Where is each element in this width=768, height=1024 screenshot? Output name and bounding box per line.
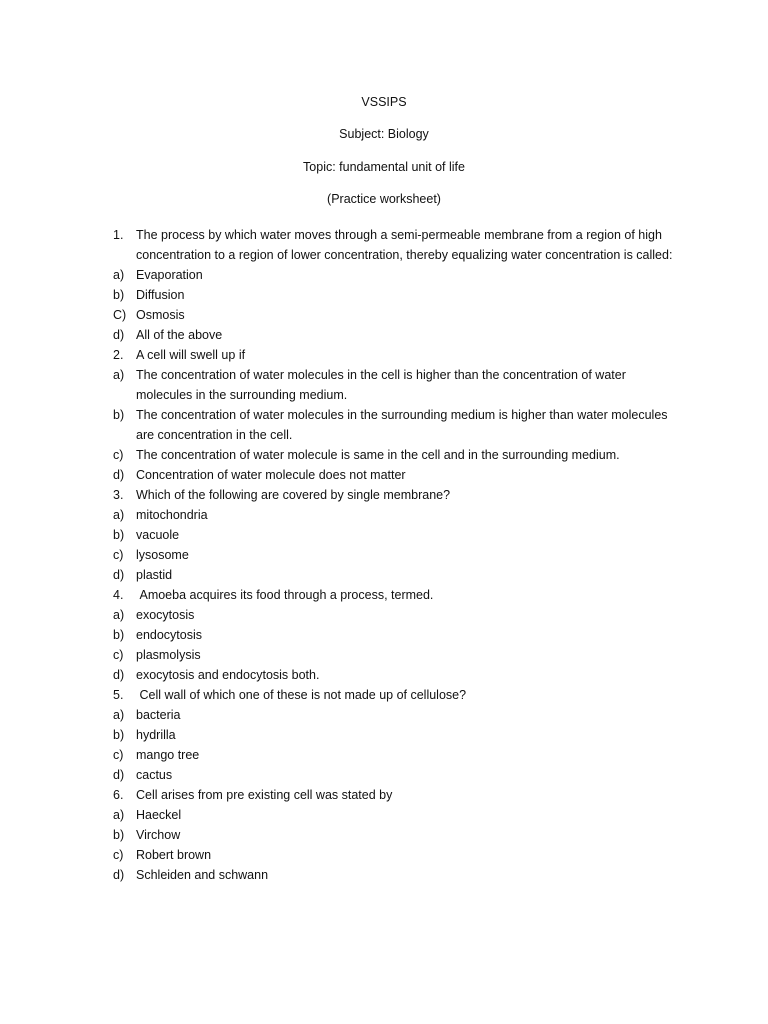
answer-option — [113, 825, 673, 845]
option-text: The concentration of water molecules in the surrounding medium is higher than water molecules are concentration in the cell. — [136, 408, 672, 442]
answer-option — [113, 365, 673, 405]
option-text: plastid — [136, 568, 173, 582]
option-text: hydrilla — [136, 728, 176, 742]
question-number: 6. — [113, 788, 124, 802]
option-text: The concentration of water molecule is same in the cell and in the surrounding medium. — [136, 448, 620, 462]
option-text: exocytosis and endocytosis both. — [136, 668, 320, 682]
option-letter: d) — [113, 328, 125, 342]
answer-option — [113, 865, 673, 885]
school-name: VSSIPS — [361, 95, 407, 109]
question-item — [113, 225, 673, 265]
answer-option — [113, 805, 673, 825]
option-letter: b) — [113, 288, 125, 302]
question-number: 3. — [113, 488, 124, 502]
option-text: Evaporation — [136, 268, 203, 282]
option-letter: a) — [113, 268, 125, 282]
option-text: Schleiden and schwann — [136, 868, 269, 882]
question-text: The process by which water moves through a semi-permeable membrane from a region of high concentration to a region of lower concentration, thereby equalizing water concentration is called: — [136, 228, 673, 262]
option-text: mitochondria — [136, 508, 208, 522]
answer-option — [113, 725, 673, 745]
answer-option — [113, 445, 673, 465]
option-text: mango tree — [136, 748, 200, 762]
option-letter: a) — [113, 608, 125, 622]
option-text: Osmosis — [136, 308, 185, 322]
option-letter: c) — [113, 448, 124, 462]
question-text: Cell wall of which one of these is not made up of cellulose? — [136, 688, 467, 702]
option-letter: d) — [113, 868, 125, 882]
option-letter: b) — [113, 408, 125, 422]
option-text: endocytosis — [136, 628, 203, 642]
answer-option — [113, 285, 673, 305]
option-letter: d) — [113, 568, 125, 582]
answer-option — [113, 525, 673, 545]
answer-option — [113, 565, 673, 585]
answer-option — [113, 645, 673, 665]
question-item — [113, 345, 673, 365]
worksheet-type: (Practice worksheet) — [327, 191, 441, 206]
question-number: 2. — [113, 348, 124, 362]
option-letter: c) — [113, 648, 124, 662]
option-letter: a) — [113, 368, 125, 382]
option-text: lysosome — [136, 548, 189, 562]
worksheet-header — [0, 94, 768, 207]
option-letter: C) — [113, 308, 127, 322]
question-text: Which of the following are covered by single membrane? — [136, 488, 451, 502]
topic-line: Topic: fundamental unit of life — [303, 159, 465, 174]
answer-option — [113, 665, 673, 685]
option-letter: a) — [113, 708, 125, 722]
question-number: 5. — [113, 688, 124, 702]
answer-option — [113, 765, 673, 785]
answer-option — [113, 305, 673, 325]
option-letter: d) — [113, 668, 125, 682]
question-list — [113, 225, 673, 885]
option-letter: d) — [113, 468, 125, 482]
answer-option — [113, 545, 673, 565]
option-text: Concentration of water molecule does not matter — [136, 468, 406, 482]
option-letter: c) — [113, 848, 124, 862]
option-letter: b) — [113, 728, 125, 742]
option-text: All of the above — [136, 328, 223, 342]
option-text: bacteria — [136, 708, 181, 722]
question-text: A cell will swell up if — [136, 348, 246, 362]
option-text: Diffusion — [136, 288, 185, 302]
question-item — [113, 685, 673, 705]
option-text: Haeckel — [136, 808, 182, 822]
option-text: plasmolysis — [136, 648, 201, 662]
option-text: vacuole — [136, 528, 180, 542]
option-text: Robert brown — [136, 848, 212, 862]
question-number: 1. — [113, 228, 124, 242]
answer-option — [113, 625, 673, 645]
option-letter: a) — [113, 808, 125, 822]
answer-option — [113, 705, 673, 725]
question-item — [113, 485, 673, 505]
answer-option — [113, 465, 673, 485]
option-letter: c) — [113, 748, 124, 762]
option-text: exocytosis — [136, 608, 195, 622]
answer-option — [113, 265, 673, 285]
answer-option — [113, 605, 673, 625]
option-letter: b) — [113, 528, 125, 542]
option-text: cactus — [136, 768, 173, 782]
option-letter: a) — [113, 508, 125, 522]
answer-option — [113, 845, 673, 865]
question-item — [113, 785, 673, 805]
subject-line: Subject: Biology — [339, 127, 429, 142]
answer-option — [113, 325, 673, 345]
question-text: Amoeba acquires its food through a process, termed. — [136, 588, 434, 602]
option-letter: b) — [113, 628, 125, 642]
question-number: 4. — [113, 588, 124, 602]
question-text: Cell arises from pre existing cell was stated by — [136, 788, 393, 802]
option-letter: b) — [113, 828, 125, 842]
option-letter: d) — [113, 768, 125, 782]
option-text: The concentration of water molecules in the cell is higher than the concentration of water molecules in the surrounding medium. — [136, 368, 630, 402]
question-item — [113, 585, 673, 605]
option-text: Virchow — [136, 828, 181, 842]
answer-option — [113, 745, 673, 765]
answer-option — [113, 505, 673, 525]
option-letter: c) — [113, 548, 124, 562]
answer-option — [113, 405, 673, 445]
